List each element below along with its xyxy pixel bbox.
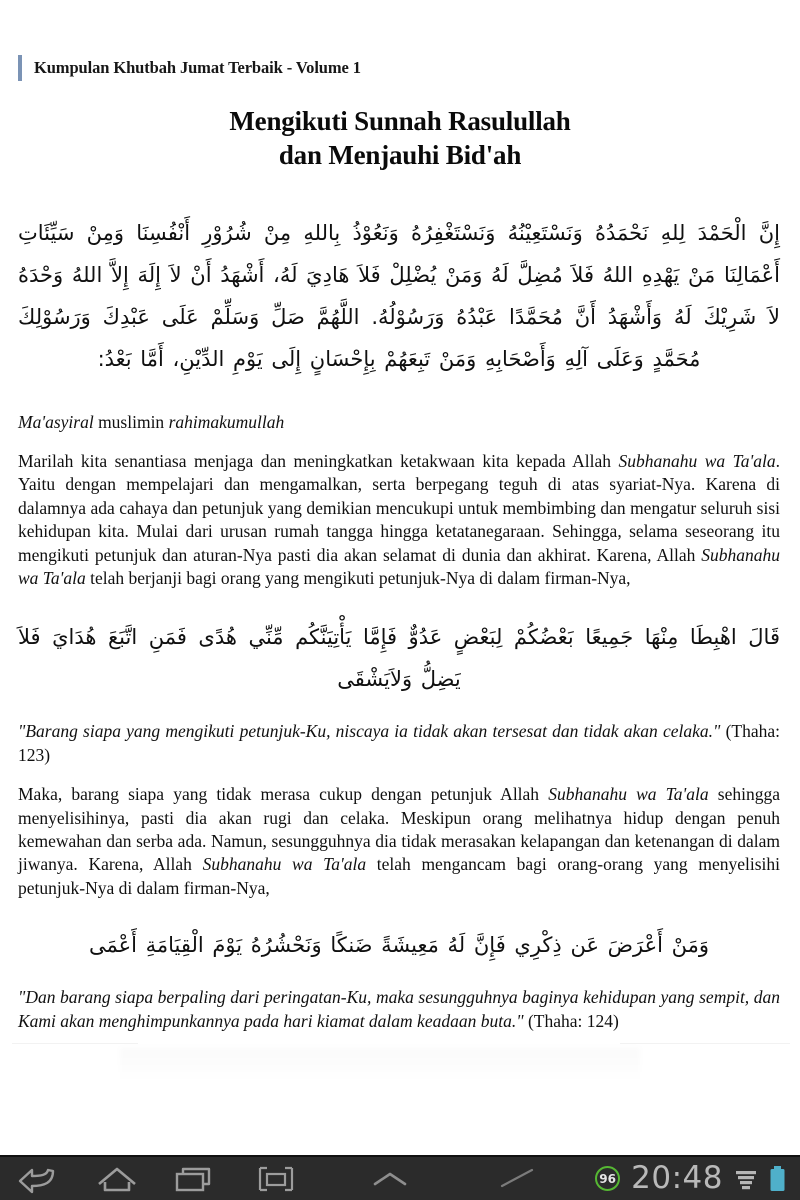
paragraph-2-part-a: Maka, barang siapa yang tidak merasa cukup dengan petunjuk Allah (18, 784, 549, 805)
recent-apps-button[interactable] (173, 1164, 215, 1194)
paragraph-1-part-b: . Yaitu dengan mempelajari dan mengamalkan, serta berpegang teguh di atas syariat-Nya. Karena di dalamnya ada cahaya dan petunjuk yang demikian mencukupi untuk membimbing dan mengatur seluruh sisi kehidupan kita. Mulai dari urusan rumah tangga hingga ketatanegaraan. Sehingga, selama seseorang itu mengikuti petunjuk dan aturan-Nya pasti dia akan selamat di dunia dan akhirat. Karena, Allah (18, 451, 780, 565)
translation-123-quote: "Barang siapa yang mengikuti petunjuk-Ku, niscaya ia tidak akan tersesat dan tidak akan celaka." (18, 721, 721, 742)
arabic-verse-taha-124: وَمَنْ أَعْرَضَ عَن ذِكْرِي فَإِنَّ لَهُ مَعِيشَةً ضَنكًا وَنَحْشُرُهُ يَوْمَ الْقِيَامَةِ أَعْمَى (88, 933, 710, 958)
screenshot-icon (254, 1164, 298, 1194)
arabic-opening-khutbah: إِنَّ الْحَمْدَ لِلهِ نَحْمَدُهُ وَنَسْتَعِيْنُهُ وَنَسْتَغْفِرُهُ وَنَعُوْذُ بِاللهِ مِنْ شُرُوْرِ أَنْفُسِنَا وَمِنْ سَيِّئَاتِ أَعْمَالِنَا مَنْ يَهْدِهِ اللهُ فَلاَ مُضِلَّ لَهُ وَمَنْ يُضْلِلْ فَلاَ هَادِيَ لَهُ، أَشْهَدُ أَنْ لاَ إِلَهَ إِلاَّ اللهُ وَحْدَهُ لاَ شَرِيْكَ لَهُ وَأَشْهَدُ أَنَّ مُحَمَّدًا عَبْدُهُ وَرَسُوْلُهُ. اللَّهُمَّ صَلِّ وَسَلِّمْ عَلَى عَبْدِكَ وَرَسُوْلِكَ مُحَمَّدٍ وَعَلَى آلِهِ وَأَصْحَابِهِ وَمَنْ تَبِعَهُمْ بِإِحْسَانٍ إِلَى يَوْمِ الدِّيْنِ، أَمَّا بَعْدُ: (18, 221, 780, 371)
translation-123-reference: (Thaha: 123) (18, 721, 780, 765)
page-title-line-2: dan Menjauhi Bid'ah (278, 140, 522, 170)
home-icon (96, 1164, 138, 1194)
paragraph-2-part-b: sehingga menyelisihinya, pasti dia akan rugi dan celaka. Meskipun orang melihatnya hidup dengan penuh kemewahan dan serba ada. Namun, sesungguhnya dia tidak merasakan kelapangan dan ketenangan di dalam jiwanya. Karena, Allah (18, 784, 780, 875)
paragraph-1-honorific-2: Subhanahu wa Ta'ala (18, 544, 780, 589)
translation-taha-124 (18, 986, 780, 1033)
translation-124-reference: (Thaha: 124) (523, 1010, 619, 1031)
arabic-verse-taha-123: قَالَ اهْبِطَا مِنْهَا جَمِيعًا بَعْضُكُمْ لِبَعْضٍ عَدُوٌّ فَإِمَّا يَأْتِيَنَّكُم مِّنِّي هُدًى فَمَنِ اتَّبَعَ هُدَايَ فَلاَ يَضِلُّ وَلاَيَشْقَى (18, 625, 780, 692)
book-running-header (18, 55, 361, 81)
paragraph-1-part-a: Marilah kita senantiasa menjaga dan meningkatkan ketakwaan kita kepada Allah (18, 451, 619, 471)
paragraph-2-part-c: telah mengancam bagi orang-orang yang menyelisihi petunjuk-Nya di dalam firman-Nya, (18, 854, 780, 898)
page-print-artifact (120, 1048, 640, 1082)
salutation-italic-lead: Ma'asyiral (18, 412, 94, 432)
clock: 20:48 (631, 1160, 723, 1196)
nav-button-group (0, 1157, 232, 1200)
page-fold-line-right (620, 1043, 790, 1044)
home-button[interactable] (96, 1164, 138, 1194)
paragraph-1 (18, 450, 780, 590)
audience-salutation (18, 410, 780, 434)
paragraph-2-honorific-2: Subhanahu wa Ta'ala (202, 854, 367, 875)
paragraph-1-part-c: telah berjanji bagi orang yang mengikuti petunjuk-Nya di dalam firman-Nya, (85, 568, 631, 589)
screenshot-button[interactable] (232, 1157, 320, 1200)
page-content (18, 212, 780, 1033)
page-title-line-1: Mengikuti Sunnah Rasulullah (229, 106, 571, 136)
salutation-italic-tail: rahimakumullah (168, 412, 285, 432)
divider-slash-icon (498, 1164, 558, 1194)
back-button[interactable] (17, 1164, 61, 1194)
translation-taha-123 (18, 720, 780, 767)
paragraph-2-honorific-1: Subhanahu wa Ta'ala (548, 784, 709, 805)
page-fold-line-left (12, 1043, 138, 1044)
status-bar-cluster (595, 1160, 800, 1196)
translation-124-quote: "Dan barang siapa berpaling dari peringatan-Ku, maka sesungguhnya baginya kehidupan yang sempit, dan Kami akan menghimpunkannya pada hari kiamat dalam keadaan buta." (18, 987, 780, 1031)
paragraph-1-honorific-1: Subhanahu wa Ta'ala (618, 451, 776, 471)
battery-icon (769, 1165, 786, 1193)
header-accent-rule (18, 55, 22, 81)
expand-panel-button[interactable] (320, 1157, 460, 1200)
battery-percent-badge: 96 (595, 1166, 620, 1191)
recent-apps-icon (173, 1164, 215, 1194)
salutation-plain: muslimin (93, 412, 169, 432)
page-title (0, 104, 800, 172)
paragraph-2 (18, 783, 780, 900)
back-arrow-icon (17, 1164, 61, 1194)
android-navigation-bar (0, 1155, 800, 1200)
book-title: Kumpulan Khutbah Jumat Terbaik - Volume 1 (34, 58, 361, 77)
signal-bars-icon (734, 1166, 758, 1192)
chevron-up-icon (365, 1166, 415, 1192)
navbar-spacer (460, 1157, 595, 1200)
